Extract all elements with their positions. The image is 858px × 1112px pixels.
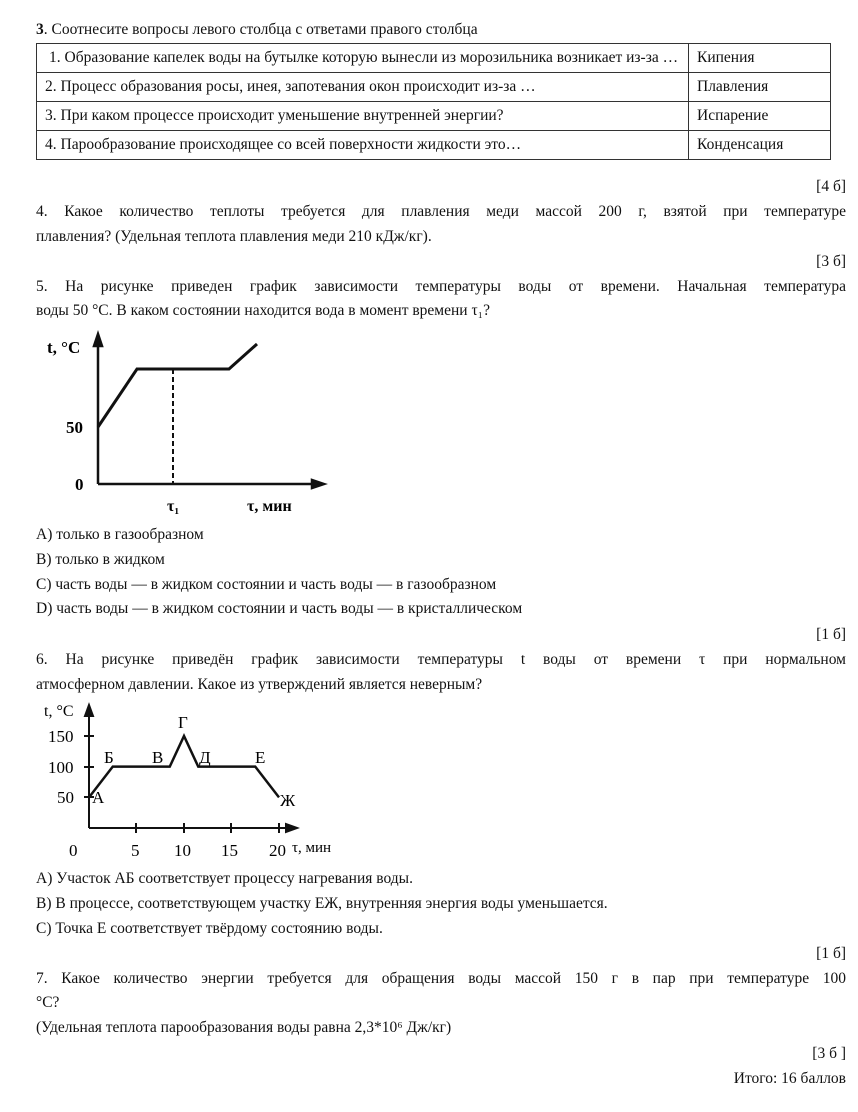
point-label-V: В <box>152 748 164 767</box>
answer-cell: Кипения <box>689 44 831 73</box>
xlabel: τ, мин <box>247 498 292 515</box>
point-label-D: Д <box>199 748 211 767</box>
q6-line1: 6. На рисунке приведён график зависимости температуры t воды от времени τ при нормальном <box>36 651 846 668</box>
point-label-E: Е <box>255 748 266 767</box>
q6-option-a: А) Участок АБ соответствует процессу нагревания воды. <box>36 870 413 887</box>
xtick-10: 10 <box>174 841 191 860</box>
point-label-A: А <box>92 788 105 807</box>
ylabel: t, °C <box>47 338 81 357</box>
xtick-tau1: τ₁ <box>167 498 180 515</box>
q3-points: [4 б] <box>816 178 846 195</box>
question-cell: 2. Процесс образования росы, инея, запотевания окон происходит из-за … <box>37 73 689 102</box>
q3-title: 3. Соотнесите вопросы левого столбца с ответами правого столбца <box>36 21 478 38</box>
ytick-50: 50 <box>57 788 74 807</box>
chart-q6 <box>44 703 331 860</box>
q7-line2: °С? <box>36 994 60 1011</box>
q5-option-c: С) часть воды — в жидком состоянии и часть воды — в газообразном <box>36 576 497 593</box>
temperature-line <box>98 344 257 427</box>
q6-points: [1 б] <box>816 945 846 962</box>
x-axis-arrow <box>312 480 324 488</box>
q4-line2: плавления? (Удельная теплота плавления меди 210 кДж/кг). <box>36 228 432 245</box>
ytick-50: 50 <box>66 418 83 437</box>
ytick-0: 0 <box>75 475 84 494</box>
xtick-0: 0 <box>69 841 78 860</box>
ytick-100: 100 <box>48 758 74 777</box>
xtick-20: 20 <box>269 841 286 860</box>
q5-option-b: В) только в жидком <box>36 551 165 568</box>
answer-cell: Конденсация <box>689 131 831 160</box>
y-axis-arrow <box>94 334 102 346</box>
point-label-G: Г <box>178 713 188 732</box>
q4-points: [3 б] <box>816 253 846 270</box>
question-cell: 3. При каком процессе происходит уменьшение внутренней энергии? <box>37 102 689 131</box>
xtick-15: 15 <box>221 841 238 860</box>
q5-points: [1 б] <box>816 626 846 643</box>
answer-cell: Испарение <box>689 102 831 131</box>
q6-line2: атмосферном давлении. Какое из утверждений является неверным? <box>36 676 483 693</box>
question-cell: 1. Образование капелек воды на бутылке которую вынесли из морозильника возникает из-за … <box>37 44 689 73</box>
q5-line2: воды 50 °С. В каком состоянии находится вода в момент времени τ₁? <box>36 302 490 319</box>
q7-points: [3 б ] <box>812 1045 846 1062</box>
q6-option-b: В) В процессе, соответствующем участку ЕЖ, внутренняя энергия воды уменьшается. <box>36 895 608 912</box>
ytick-150: 150 <box>48 727 74 746</box>
q5-line1: 5. На рисунке приведен график зависимости температуры воды от времени. Начальная температура <box>36 278 846 295</box>
q4-line1: 4. Какое количество теплоты требуется для плавления меди массой 200 г, взятой при температуре <box>36 203 846 220</box>
q5-option-d: D) часть воды — в жидком состоянии и часть воды — в кристаллическом <box>36 600 523 617</box>
point-label-Zh: Ж <box>280 791 296 810</box>
temperature-line <box>89 736 279 797</box>
point-label-B: Б <box>104 748 114 767</box>
q7-line3: (Удельная теплота парообразования воды равна 2,3*10⁶ Дж/кг) <box>36 1019 452 1036</box>
xtick-5: 5 <box>131 841 140 860</box>
xlabel: τ, мин <box>292 840 332 856</box>
q5-option-a: А) только в газообразном <box>36 526 204 543</box>
total-score: Итого: 16 баллов <box>733 1070 846 1087</box>
answer-cell: Плавления <box>689 73 831 102</box>
q7-line1: 7. Какое количество энергии требуется для обращения воды массой 150 г в пар при температуре 100 <box>36 970 846 987</box>
ylabel: t, °C <box>44 703 74 720</box>
question-cell: 4. Парообразование происходящее со всей поверхности жидкости это… <box>37 131 689 160</box>
q6-option-c: С) Точка Е соответствует твёрдому состоянию воды. <box>36 920 383 937</box>
